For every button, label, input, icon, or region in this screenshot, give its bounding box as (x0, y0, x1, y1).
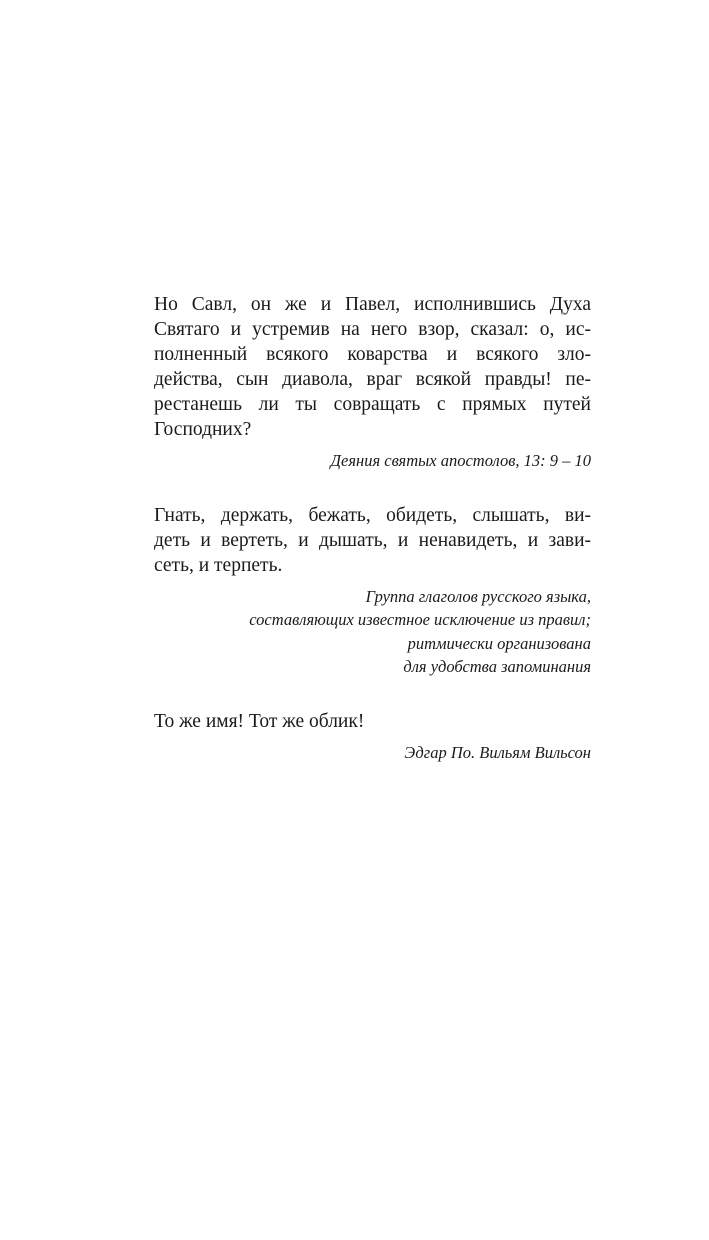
epigraph-attribution (154, 449, 591, 473)
epigraph-line: деть и вертеть, и дышать, и ненавидеть, и зави- (154, 529, 591, 551)
epigraph-verbs (154, 503, 591, 679)
epigraph-line: Гнать, держать, бежать, обидеть, слышать, ви- (154, 504, 591, 526)
attribution-line: Эдгар По. Вильям Вильсон (404, 742, 591, 762)
epigraph-poe (154, 709, 591, 765)
epigraph-acts (154, 292, 591, 473)
epigraph-text (154, 503, 591, 578)
attribution-line: Группа глаголов русского языка, (365, 586, 591, 606)
epigraph-line: Но Савл, он же и Павел, исполнившись Духа (154, 294, 591, 315)
epigraph-line: сеть, и терпеть. (154, 554, 283, 576)
attribution-line: для удобства запоминания (403, 657, 591, 676)
epigraph-attribution (154, 741, 591, 765)
epigraph-line: действа, сын диавола, враг всякой правды! пе- (154, 369, 591, 390)
epigraph-line: Господних? (154, 419, 252, 440)
epigraphs-block (154, 292, 591, 764)
attribution-line: ритмически организована (407, 633, 591, 653)
epigraph-text (154, 709, 591, 734)
epigraph-line: Святаго и устремив на него взор, сказал: о, ис- (154, 319, 591, 340)
epigraph-line: То же имя! Тот же облик! (154, 710, 365, 732)
epigraph-line: полненный всякого коварства и всякого зло- (154, 344, 591, 365)
epigraph-text (154, 292, 591, 442)
epigraph-attribution (154, 585, 591, 679)
epigraph-line: рестанешь ли ты совращать с прямых путей (154, 394, 591, 415)
attribution-line: составляющих известное исключение из правил; (249, 610, 591, 629)
attribution-line: Деяния святых апостолов, 13: 9 – 10 (330, 451, 591, 470)
